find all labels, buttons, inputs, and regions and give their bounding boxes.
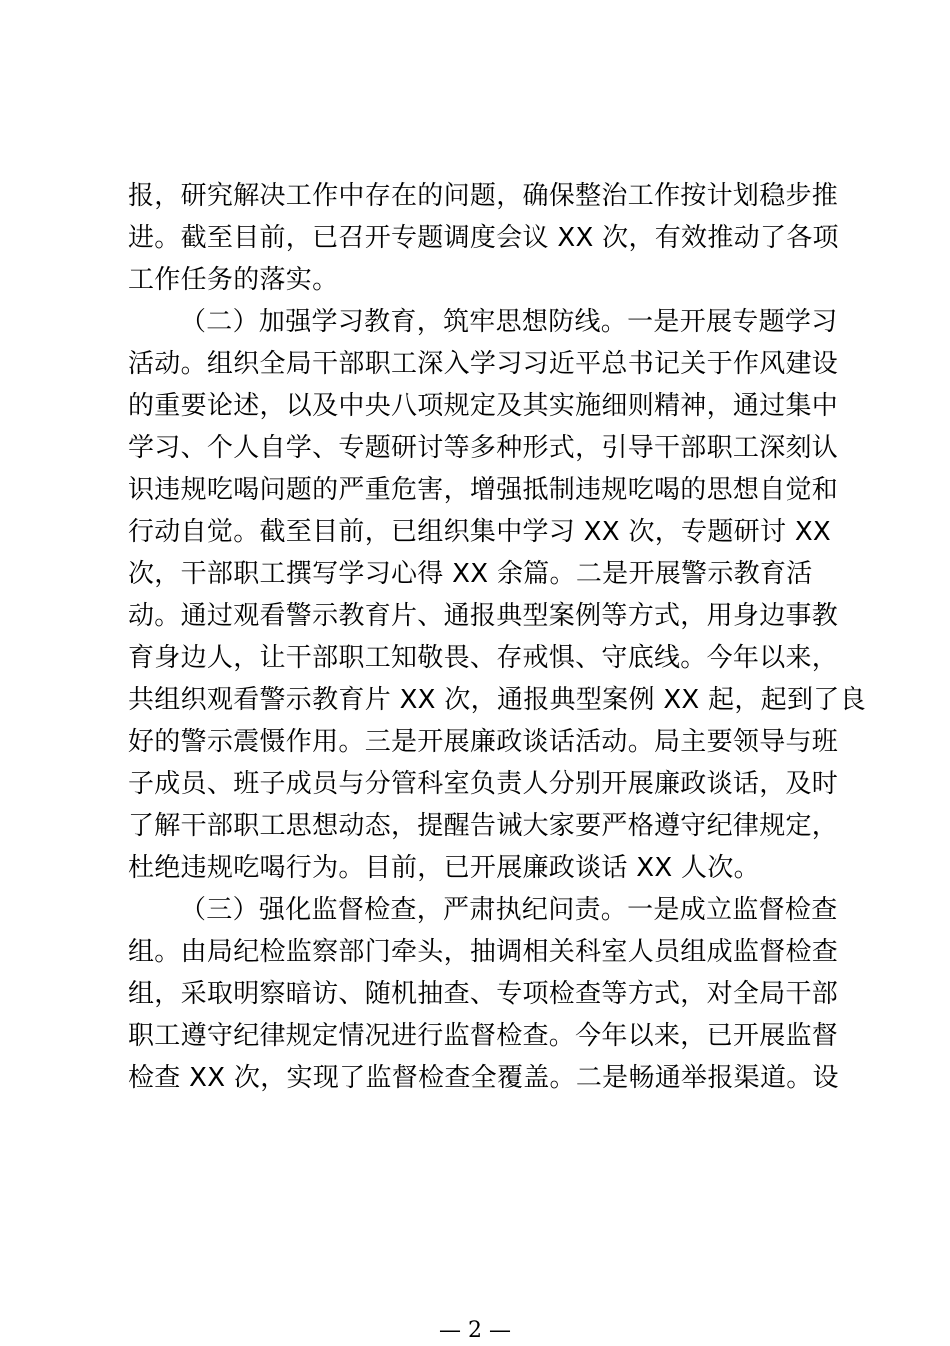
body-text-line: 进。截至目前，已召开专题调度会议 XX 次，有效推动了各项 bbox=[128, 223, 839, 253]
body-text-line: 识违规吃喝问题的严重危害，增强抵制违规吃喝的思想自觉和 bbox=[128, 475, 839, 505]
body-text-line: 学习、个人自学、专题研讨等多种形式，引导干部职工深刻认 bbox=[128, 433, 839, 463]
section-heading-line: （三）强化监督检查，严肃执纪问责。一是成立监督检查 bbox=[180, 895, 838, 925]
body-text-line: 组。由局纪检监察部门牵头，抽调相关科室人员组成监督检查 bbox=[128, 937, 839, 967]
body-text-line: 的重要论述，以及中央八项规定及其实施细则精神，通过集中 bbox=[128, 391, 839, 421]
body-text-line: 活动。组织全局干部职工深入学习习近平总书记关于作风建设 bbox=[128, 349, 839, 379]
body-text-line: 动。通过观看警示教育片、通报典型案例等方式，用身边事教 bbox=[128, 601, 839, 631]
body-text-line: 育身边人，让干部职工知敬畏、存戒惧、守底线。今年以来， bbox=[128, 643, 839, 673]
section-heading-line: （二）加强学习教育，筑牢思想防线。一是开展专题学习 bbox=[180, 307, 838, 337]
body-text-line: 检查 XX 次，实现了监督检查全覆盖。二是畅通举报渠道。设 bbox=[128, 1063, 839, 1093]
body-text-line: 杜绝违规吃喝行为。目前，已开展廉政谈话 XX 人次。 bbox=[128, 853, 760, 883]
page-number: — 2 — bbox=[439, 1318, 511, 1343]
body-text-line: 职工遵守纪律规定情况进行监督检查。今年以来，已开展监督 bbox=[128, 1021, 839, 1051]
body-text-line: 工作任务的落实。 bbox=[128, 265, 339, 295]
body-text-line: 行动自觉。截至目前，已组织集中学习 XX 次，专题研讨 XX bbox=[128, 517, 832, 547]
body-text-line: 了解干部职工思想动态，提醒告诫大家要严格遵守纪律规定， bbox=[128, 811, 839, 841]
body-text-line: 报，研究解决工作中存在的问题，确保整治工作按计划稳步推 bbox=[128, 181, 839, 211]
body-text-line: 次，干部职工撰写学习心得 XX 余篇。二是开展警示教育活 bbox=[128, 559, 813, 589]
body-text-line: 共组织观看警示教育片 XX 次，通报典型案例 XX 起，起到了良 bbox=[128, 685, 866, 715]
body-text-line: 组，采取明察暗访、随机抽查、专项检查等方式，对全局干部 bbox=[128, 979, 839, 1009]
body-text-line: 子成员、班子成员与分管科室负责人分别开展廉政谈话，及时 bbox=[128, 769, 839, 799]
body-text-line: 好的警示震慑作用。三是开展廉政谈话活动。局主要领导与班 bbox=[128, 727, 839, 757]
